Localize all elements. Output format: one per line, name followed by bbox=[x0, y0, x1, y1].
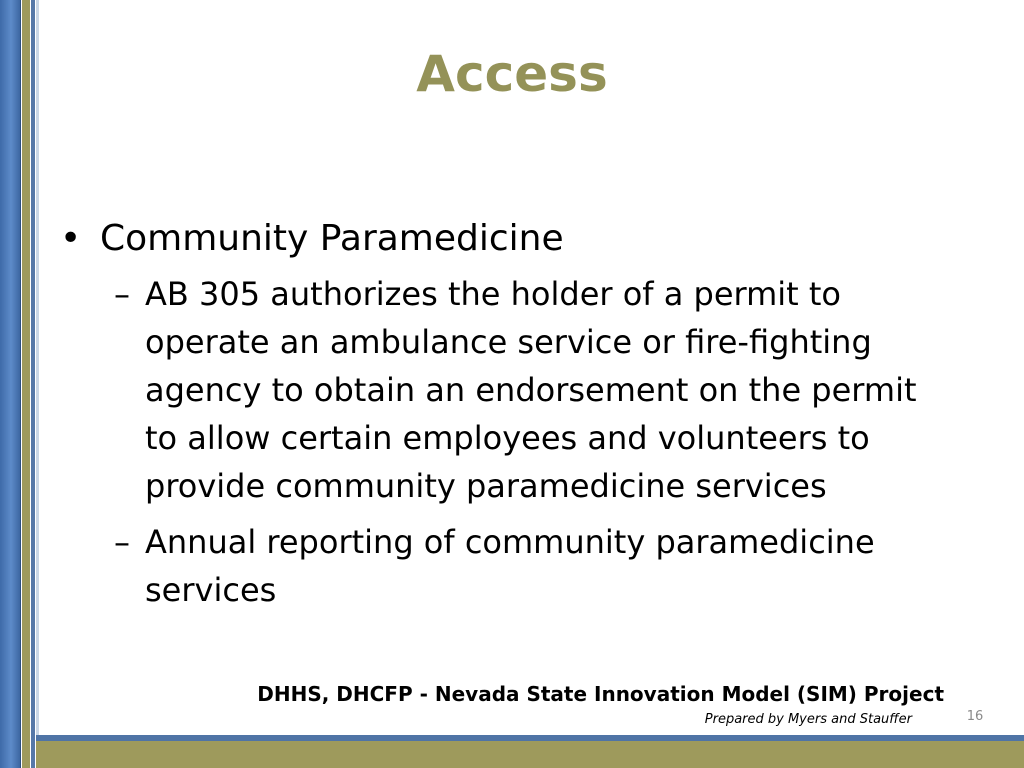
slide-content bbox=[58, 212, 958, 622]
sub-bullet-marker: – bbox=[114, 523, 130, 561]
left-frame-accent bbox=[22, 0, 30, 768]
bottom-frame-accent bbox=[36, 741, 1024, 768]
sub-bullet-text: Annual reporting of community paramedicine services bbox=[145, 523, 875, 609]
footer-project-title: DHHS, DHCFP - Nevada State Innovation Model (SIM) Project bbox=[257, 682, 944, 706]
sub-bullet-marker: – bbox=[114, 275, 130, 313]
sub-bullet-item bbox=[58, 518, 958, 614]
bullet-text: Community Paramedicine bbox=[100, 218, 564, 259]
left-frame-inner-bar bbox=[31, 0, 35, 768]
sub-bullet-list bbox=[58, 270, 958, 614]
sub-bullet-text: AB 305 authorizes the holder of a permit to operate an ambulance service or fire-fighting agency to obtain an endorsement on the permit to allow certain employees and volunteers to provide community paramedicine services bbox=[145, 275, 917, 505]
left-frame-highlight bbox=[36, 0, 39, 740]
bullet-item bbox=[58, 212, 958, 266]
sub-bullet-item bbox=[58, 270, 958, 510]
slide-number: 16 bbox=[966, 709, 984, 724]
left-frame-bar bbox=[0, 0, 21, 768]
bullet-marker: • bbox=[60, 218, 82, 259]
slide-title: Access bbox=[416, 45, 608, 103]
footer-prepared-by: Prepared by Myers and Stauffer bbox=[704, 712, 912, 727]
